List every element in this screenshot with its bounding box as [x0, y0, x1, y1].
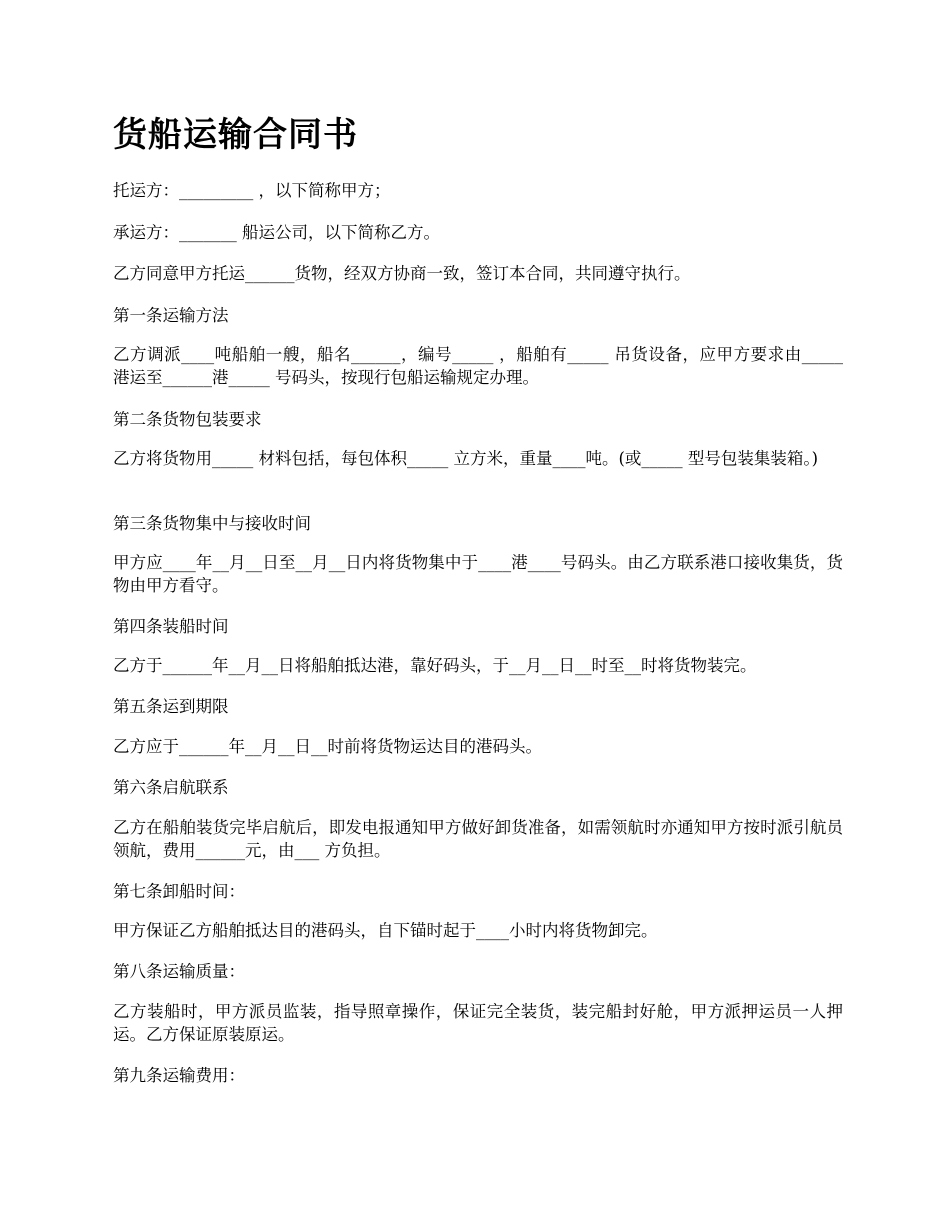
article-8-body: 乙方装船时，甲方派员监装，指导照章操作，保证完全装货，装完船封好舱，甲方派押运员一人押运。乙方保证原装原运。 — [113, 1002, 843, 1044]
article-1-heading: 第一条运输方法 — [113, 306, 229, 325]
article-6-body: 乙方在船舶装货完毕启航后，即发电报通知甲方做好卸货准备，如需领航时亦通知甲方按时派引航员领航，费用______元，由___ 方负担。 — [113, 818, 843, 860]
party-b-line: 承运方：_______ 船运公司，以下简称乙方。 — [113, 223, 440, 242]
article-6-heading: 第六条启航联系 — [113, 778, 229, 797]
article-7-body: 甲方保证乙方船舶抵达目的港码头，自下锚时起于____小时内将货物卸完。 — [113, 921, 658, 940]
article-4-heading: 第四条装船时间 — [113, 617, 229, 636]
article-4-body: 乙方于______年__月__日将船舶抵达港，靠好码头，于__月__日__时至__时将货物装完。 — [113, 656, 757, 675]
article-2-heading: 第二条货物包装要求 — [113, 410, 262, 429]
article-2-body: 乙方将货物用_____ 材料包括，每包体积_____ 立方米，重量____吨。(或_____ 型号包装集装箱。) — [113, 449, 819, 468]
article-1-body: 乙方调派____吨船舶一艘，船名______，编号_____ ，船舶有_____ 吊货设备，应甲方要求由_____ 港运至______港_____ 号码头，按现行包船运输规定办理。 — [113, 345, 843, 387]
document-title: 货船运输合同书 — [113, 115, 358, 155]
article-7-heading: 第七条卸船时间： — [113, 882, 245, 901]
article-5-heading: 第五条运到期限 — [113, 697, 229, 716]
article-3-body: 甲方应____年__月__日至__月__日内将货物集中于____港____号码头。由乙方联系港口接收集货，货物由甲方看守。 — [113, 553, 843, 595]
article-3-heading: 第三条货物集中与接收时间 — [113, 514, 311, 533]
article-5-body: 乙方应于______年__月__日__时前将货物运达目的港码头。 — [113, 737, 542, 756]
article-8-heading: 第八条运输质量： — [113, 962, 245, 981]
article-9-heading: 第九条运输费用： — [113, 1066, 245, 1085]
party-a-line: 托运方：_________ ，以下简称甲方； — [113, 181, 391, 200]
agreement-intro: 乙方同意甲方托运______货物，经双方协商一致，签订本合同，共同遵守执行。 — [113, 264, 691, 283]
